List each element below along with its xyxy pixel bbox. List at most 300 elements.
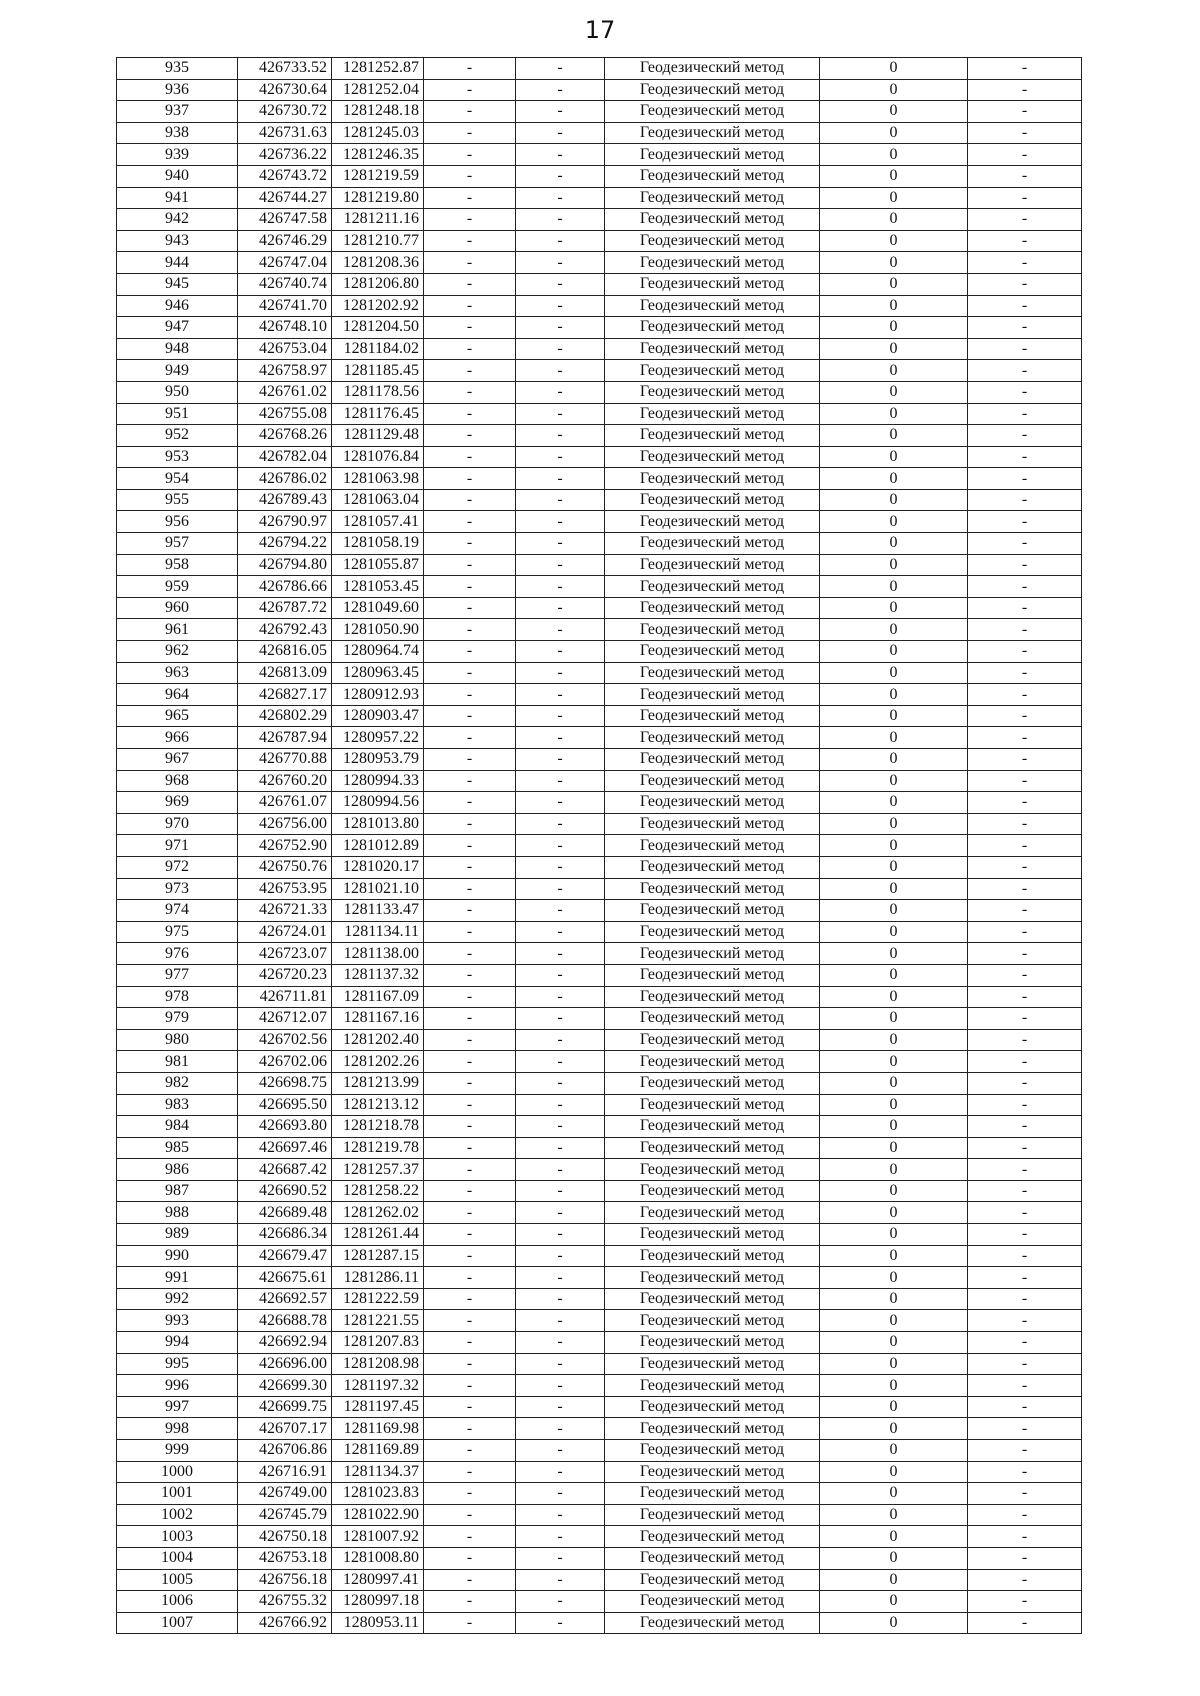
- table-row: [117, 1008, 1082, 1030]
- y-coordinate-cell: 1281169.89: [332, 1440, 424, 1462]
- y-coordinate-cell: 1281057.41: [332, 511, 424, 533]
- table-row: [117, 1072, 1082, 1094]
- point-number-cell: 935: [117, 58, 238, 80]
- method-cell: Геодезический метод: [605, 1396, 820, 1418]
- method-cell: Геодезический метод: [605, 749, 820, 771]
- table-row: [117, 1288, 1082, 1310]
- method-cell: Геодезический метод: [605, 1008, 820, 1030]
- x-coordinate-cell: 426750.18: [238, 1526, 332, 1548]
- point-number-cell: 947: [117, 317, 238, 339]
- point-number-cell: 956: [117, 511, 238, 533]
- empty-value-cell: -: [424, 101, 516, 123]
- x-coordinate-cell: 426786.66: [238, 576, 332, 598]
- x-coordinate-cell: 426782.04: [238, 446, 332, 468]
- y-coordinate-cell: 1281257.37: [332, 1159, 424, 1181]
- point-number-cell: 951: [117, 403, 238, 425]
- empty-value-cell: -: [516, 1353, 605, 1375]
- empty-value-cell: -: [968, 1267, 1082, 1289]
- method-cell: Геодезический метод: [605, 576, 820, 598]
- table-row: [117, 943, 1082, 965]
- empty-value-cell: -: [424, 1008, 516, 1030]
- accuracy-cell: 0: [820, 1267, 968, 1289]
- y-coordinate-cell: 1281207.83: [332, 1332, 424, 1354]
- method-cell: Геодезический метод: [605, 1180, 820, 1202]
- x-coordinate-cell: 426721.33: [238, 900, 332, 922]
- empty-value-cell: -: [516, 533, 605, 555]
- empty-value-cell: -: [516, 144, 605, 166]
- table-row: [117, 1332, 1082, 1354]
- empty-value-cell: -: [424, 1137, 516, 1159]
- empty-value-cell: -: [424, 1116, 516, 1138]
- empty-value-cell: -: [424, 511, 516, 533]
- point-number-cell: 948: [117, 338, 238, 360]
- empty-value-cell: -: [516, 209, 605, 231]
- empty-value-cell: -: [516, 381, 605, 403]
- point-number-cell: 962: [117, 641, 238, 663]
- empty-value-cell: -: [516, 489, 605, 511]
- empty-value-cell: -: [516, 1180, 605, 1202]
- point-number-cell: 938: [117, 122, 238, 144]
- method-cell: Геодезический метод: [605, 1483, 820, 1505]
- table-row: [117, 1461, 1082, 1483]
- y-coordinate-cell: 1281134.11: [332, 921, 424, 943]
- y-coordinate-cell: 1281055.87: [332, 554, 424, 576]
- empty-value-cell: -: [968, 576, 1082, 598]
- y-coordinate-cell: 1281210.77: [332, 230, 424, 252]
- empty-value-cell: -: [424, 1029, 516, 1051]
- table-row: [117, 489, 1082, 511]
- table-row: [117, 1612, 1082, 1634]
- method-cell: Геодезический метод: [605, 533, 820, 555]
- empty-value-cell: -: [968, 921, 1082, 943]
- y-coordinate-cell: 1280963.45: [332, 662, 424, 684]
- empty-value-cell: -: [516, 360, 605, 382]
- empty-value-cell: -: [968, 554, 1082, 576]
- accuracy-cell: 0: [820, 273, 968, 295]
- table-row: [117, 1224, 1082, 1246]
- y-coordinate-cell: 1280994.56: [332, 792, 424, 814]
- empty-value-cell: -: [516, 230, 605, 252]
- point-number-cell: 958: [117, 554, 238, 576]
- empty-value-cell: -: [424, 1483, 516, 1505]
- y-coordinate-cell: 1280997.41: [332, 1569, 424, 1591]
- point-number-cell: 996: [117, 1375, 238, 1397]
- accuracy-cell: 0: [820, 1612, 968, 1634]
- table-row: [117, 1310, 1082, 1332]
- y-coordinate-cell: 1281007.92: [332, 1526, 424, 1548]
- y-coordinate-cell: 1281138.00: [332, 943, 424, 965]
- accuracy-cell: 0: [820, 1094, 968, 1116]
- empty-value-cell: -: [968, 533, 1082, 555]
- y-coordinate-cell: 1281218.78: [332, 1116, 424, 1138]
- point-number-cell: 995: [117, 1353, 238, 1375]
- empty-value-cell: -: [968, 900, 1082, 922]
- table-row: [117, 511, 1082, 533]
- empty-value-cell: -: [968, 273, 1082, 295]
- method-cell: Геодезический метод: [605, 1353, 820, 1375]
- empty-value-cell: -: [424, 900, 516, 922]
- accuracy-cell: 0: [820, 381, 968, 403]
- empty-value-cell: -: [516, 641, 605, 663]
- y-coordinate-cell: 1281219.78: [332, 1137, 424, 1159]
- empty-value-cell: -: [968, 1375, 1082, 1397]
- y-coordinate-cell: 1281252.87: [332, 58, 424, 80]
- accuracy-cell: 0: [820, 79, 968, 101]
- table-row: [117, 1051, 1082, 1073]
- table-row: [117, 317, 1082, 339]
- empty-value-cell: -: [424, 209, 516, 231]
- empty-value-cell: -: [424, 58, 516, 80]
- empty-value-cell: -: [968, 1008, 1082, 1030]
- empty-value-cell: -: [424, 986, 516, 1008]
- point-number-cell: 960: [117, 597, 238, 619]
- point-number-cell: 942: [117, 209, 238, 231]
- empty-value-cell: -: [968, 1461, 1082, 1483]
- point-number-cell: 979: [117, 1008, 238, 1030]
- x-coordinate-cell: 426753.04: [238, 338, 332, 360]
- empty-value-cell: -: [516, 425, 605, 447]
- method-cell: Геодезический метод: [605, 489, 820, 511]
- method-cell: Геодезический метод: [605, 252, 820, 274]
- table-row: [117, 641, 1082, 663]
- method-cell: Геодезический метод: [605, 1612, 820, 1634]
- y-coordinate-cell: 1281258.22: [332, 1180, 424, 1202]
- y-coordinate-cell: 1280957.22: [332, 727, 424, 749]
- point-number-cell: 999: [117, 1440, 238, 1462]
- point-number-cell: 965: [117, 705, 238, 727]
- point-number-cell: 977: [117, 964, 238, 986]
- point-number-cell: 988: [117, 1202, 238, 1224]
- empty-value-cell: -: [516, 943, 605, 965]
- method-cell: Геодезический метод: [605, 813, 820, 835]
- method-cell: Геодезический метод: [605, 187, 820, 209]
- point-number-cell: 943: [117, 230, 238, 252]
- accuracy-cell: 0: [820, 252, 968, 274]
- table-row: [117, 79, 1082, 101]
- x-coordinate-cell: 426697.46: [238, 1137, 332, 1159]
- empty-value-cell: -: [516, 79, 605, 101]
- empty-value-cell: -: [424, 684, 516, 706]
- table-row: [117, 187, 1082, 209]
- point-number-cell: 976: [117, 943, 238, 965]
- x-coordinate-cell: 426711.81: [238, 986, 332, 1008]
- empty-value-cell: -: [516, 1202, 605, 1224]
- empty-value-cell: -: [968, 446, 1082, 468]
- empty-value-cell: -: [424, 1180, 516, 1202]
- y-coordinate-cell: 1280964.74: [332, 641, 424, 663]
- empty-value-cell: -: [424, 360, 516, 382]
- accuracy-cell: 0: [820, 943, 968, 965]
- empty-value-cell: -: [968, 1224, 1082, 1246]
- empty-value-cell: -: [516, 252, 605, 274]
- x-coordinate-cell: 426696.00: [238, 1353, 332, 1375]
- empty-value-cell: -: [516, 403, 605, 425]
- table-row: [117, 403, 1082, 425]
- empty-value-cell: -: [516, 749, 605, 771]
- point-number-cell: 963: [117, 662, 238, 684]
- accuracy-cell: 0: [820, 1569, 968, 1591]
- point-number-cell: 1004: [117, 1547, 238, 1569]
- point-number-cell: 998: [117, 1418, 238, 1440]
- empty-value-cell: -: [424, 425, 516, 447]
- empty-value-cell: -: [424, 1569, 516, 1591]
- point-number-cell: 974: [117, 900, 238, 922]
- accuracy-cell: 0: [820, 1137, 968, 1159]
- table-row: [117, 122, 1082, 144]
- empty-value-cell: -: [968, 597, 1082, 619]
- empty-value-cell: -: [424, 381, 516, 403]
- point-number-cell: 990: [117, 1245, 238, 1267]
- empty-value-cell: -: [968, 1569, 1082, 1591]
- point-number-cell: 1007: [117, 1612, 238, 1634]
- x-coordinate-cell: 426794.80: [238, 554, 332, 576]
- method-cell: Геодезический метод: [605, 705, 820, 727]
- y-coordinate-cell: 1281213.12: [332, 1094, 424, 1116]
- table-row: [117, 446, 1082, 468]
- accuracy-cell: 0: [820, 749, 968, 771]
- accuracy-cell: 0: [820, 1547, 968, 1569]
- empty-value-cell: -: [424, 1526, 516, 1548]
- empty-value-cell: -: [424, 1612, 516, 1634]
- table-row: [117, 597, 1082, 619]
- empty-value-cell: -: [516, 1008, 605, 1030]
- point-number-cell: 967: [117, 749, 238, 771]
- empty-value-cell: -: [516, 1310, 605, 1332]
- empty-value-cell: -: [968, 856, 1082, 878]
- y-coordinate-cell: 1281053.45: [332, 576, 424, 598]
- accuracy-cell: 0: [820, 187, 968, 209]
- accuracy-cell: 0: [820, 792, 968, 814]
- x-coordinate-cell: 426712.07: [238, 1008, 332, 1030]
- empty-value-cell: -: [516, 1396, 605, 1418]
- method-cell: Геодезический метод: [605, 122, 820, 144]
- empty-value-cell: -: [516, 1072, 605, 1094]
- empty-value-cell: -: [424, 1440, 516, 1462]
- empty-value-cell: -: [516, 1116, 605, 1138]
- method-cell: Геодезический метод: [605, 209, 820, 231]
- accuracy-cell: 0: [820, 1526, 968, 1548]
- empty-value-cell: -: [968, 662, 1082, 684]
- empty-value-cell: -: [968, 792, 1082, 814]
- empty-value-cell: -: [968, 511, 1082, 533]
- empty-value-cell: -: [424, 1245, 516, 1267]
- point-number-cell: 991: [117, 1267, 238, 1289]
- accuracy-cell: 0: [820, 554, 968, 576]
- table-row: [117, 986, 1082, 1008]
- table-row: [117, 1504, 1082, 1526]
- accuracy-cell: 0: [820, 1245, 968, 1267]
- table-row: [117, 835, 1082, 857]
- empty-value-cell: -: [516, 338, 605, 360]
- table-row: [117, 101, 1082, 123]
- table-row: [117, 619, 1082, 641]
- empty-value-cell: -: [968, 360, 1082, 382]
- point-number-cell: 945: [117, 273, 238, 295]
- method-cell: Геодезический метод: [605, 1202, 820, 1224]
- y-coordinate-cell: 1280903.47: [332, 705, 424, 727]
- empty-value-cell: -: [424, 1547, 516, 1569]
- empty-value-cell: -: [424, 1461, 516, 1483]
- x-coordinate-cell: 426695.50: [238, 1094, 332, 1116]
- accuracy-cell: 0: [820, 1116, 968, 1138]
- method-cell: Геодезический метод: [605, 1267, 820, 1289]
- x-coordinate-cell: 426753.18: [238, 1547, 332, 1569]
- accuracy-cell: 0: [820, 144, 968, 166]
- method-cell: Геодезический метод: [605, 835, 820, 857]
- table-row: [117, 1159, 1082, 1181]
- accuracy-cell: 0: [820, 1375, 968, 1397]
- empty-value-cell: -: [424, 770, 516, 792]
- empty-value-cell: -: [516, 813, 605, 835]
- empty-value-cell: -: [968, 641, 1082, 663]
- empty-value-cell: -: [516, 878, 605, 900]
- x-coordinate-cell: 426790.97: [238, 511, 332, 533]
- empty-value-cell: -: [968, 381, 1082, 403]
- point-number-cell: 994: [117, 1332, 238, 1354]
- point-number-cell: 978: [117, 986, 238, 1008]
- table-row: [117, 900, 1082, 922]
- accuracy-cell: 0: [820, 964, 968, 986]
- empty-value-cell: -: [516, 446, 605, 468]
- method-cell: Геодезический метод: [605, 727, 820, 749]
- empty-value-cell: -: [968, 705, 1082, 727]
- accuracy-cell: 0: [820, 1396, 968, 1418]
- x-coordinate-cell: 426747.04: [238, 252, 332, 274]
- empty-value-cell: -: [968, 1353, 1082, 1375]
- method-cell: Геодезический метод: [605, 1418, 820, 1440]
- x-coordinate-cell: 426698.75: [238, 1072, 332, 1094]
- table-row: [117, 533, 1082, 555]
- point-number-cell: 986: [117, 1159, 238, 1181]
- x-coordinate-cell: 426755.08: [238, 403, 332, 425]
- x-coordinate-cell: 426792.43: [238, 619, 332, 641]
- point-number-cell: 966: [117, 727, 238, 749]
- table-row: [117, 295, 1082, 317]
- y-coordinate-cell: 1281221.55: [332, 1310, 424, 1332]
- empty-value-cell: -: [968, 209, 1082, 231]
- method-cell: Геодезический метод: [605, 921, 820, 943]
- table-row: [117, 1202, 1082, 1224]
- y-coordinate-cell: 1280912.93: [332, 684, 424, 706]
- method-cell: Геодезический метод: [605, 144, 820, 166]
- empty-value-cell: -: [424, 705, 516, 727]
- empty-value-cell: -: [424, 1267, 516, 1289]
- empty-value-cell: -: [968, 403, 1082, 425]
- x-coordinate-cell: 426802.29: [238, 705, 332, 727]
- y-coordinate-cell: 1281245.03: [332, 122, 424, 144]
- accuracy-cell: 0: [820, 425, 968, 447]
- y-coordinate-cell: 1281049.60: [332, 597, 424, 619]
- empty-value-cell: -: [424, 1353, 516, 1375]
- point-number-cell: 944: [117, 252, 238, 274]
- empty-value-cell: -: [424, 446, 516, 468]
- method-cell: Геодезический метод: [605, 856, 820, 878]
- point-number-cell: 939: [117, 144, 238, 166]
- empty-value-cell: -: [516, 900, 605, 922]
- method-cell: Геодезический метод: [605, 1591, 820, 1613]
- empty-value-cell: -: [968, 1288, 1082, 1310]
- accuracy-cell: 0: [820, 58, 968, 80]
- empty-value-cell: -: [424, 1396, 516, 1418]
- accuracy-cell: 0: [820, 1202, 968, 1224]
- x-coordinate-cell: 426786.02: [238, 468, 332, 490]
- x-coordinate-cell: 426702.06: [238, 1051, 332, 1073]
- x-coordinate-cell: 426688.78: [238, 1310, 332, 1332]
- y-coordinate-cell: 1281246.35: [332, 144, 424, 166]
- x-coordinate-cell: 426675.61: [238, 1267, 332, 1289]
- x-coordinate-cell: 426686.34: [238, 1224, 332, 1246]
- method-cell: Геодезический метод: [605, 511, 820, 533]
- empty-value-cell: -: [424, 1332, 516, 1354]
- accuracy-cell: 0: [820, 122, 968, 144]
- accuracy-cell: 0: [820, 1483, 968, 1505]
- empty-value-cell: -: [424, 317, 516, 339]
- empty-value-cell: -: [516, 1332, 605, 1354]
- x-coordinate-cell: 426743.72: [238, 165, 332, 187]
- method-cell: Геодезический метод: [605, 273, 820, 295]
- empty-value-cell: -: [968, 1310, 1082, 1332]
- empty-value-cell: -: [968, 79, 1082, 101]
- method-cell: Геодезический метод: [605, 230, 820, 252]
- empty-value-cell: -: [516, 1224, 605, 1246]
- y-coordinate-cell: 1281185.45: [332, 360, 424, 382]
- accuracy-cell: 0: [820, 684, 968, 706]
- table-row: [117, 813, 1082, 835]
- empty-value-cell: -: [968, 338, 1082, 360]
- empty-value-cell: -: [516, 770, 605, 792]
- empty-value-cell: -: [424, 813, 516, 835]
- accuracy-cell: 0: [820, 641, 968, 663]
- empty-value-cell: -: [424, 144, 516, 166]
- method-cell: Геодезический метод: [605, 900, 820, 922]
- accuracy-cell: 0: [820, 295, 968, 317]
- y-coordinate-cell: 1281134.37: [332, 1461, 424, 1483]
- method-cell: Геодезический метод: [605, 1072, 820, 1094]
- x-coordinate-cell: 426693.80: [238, 1116, 332, 1138]
- accuracy-cell: 0: [820, 533, 968, 555]
- table-row: [117, 1094, 1082, 1116]
- accuracy-cell: 0: [820, 1180, 968, 1202]
- x-coordinate-cell: 426687.42: [238, 1159, 332, 1181]
- page-number: 17: [584, 16, 616, 44]
- empty-value-cell: -: [516, 597, 605, 619]
- coordinates-table: [116, 57, 1082, 1634]
- y-coordinate-cell: 1280953.79: [332, 749, 424, 771]
- empty-value-cell: -: [968, 1418, 1082, 1440]
- method-cell: Геодезический метод: [605, 1051, 820, 1073]
- table-row: [117, 878, 1082, 900]
- empty-value-cell: -: [516, 1375, 605, 1397]
- empty-value-cell: -: [968, 317, 1082, 339]
- point-number-cell: 952: [117, 425, 238, 447]
- y-coordinate-cell: 1281202.40: [332, 1029, 424, 1051]
- empty-value-cell: -: [424, 641, 516, 663]
- point-number-cell: 1002: [117, 1504, 238, 1526]
- empty-value-cell: -: [968, 58, 1082, 80]
- method-cell: Геодезический метод: [605, 943, 820, 965]
- empty-value-cell: -: [968, 144, 1082, 166]
- x-coordinate-cell: 426679.47: [238, 1245, 332, 1267]
- x-coordinate-cell: 426716.91: [238, 1461, 332, 1483]
- point-number-cell: 971: [117, 835, 238, 857]
- table-row: [117, 554, 1082, 576]
- empty-value-cell: -: [424, 533, 516, 555]
- empty-value-cell: -: [516, 1504, 605, 1526]
- empty-value-cell: -: [516, 1418, 605, 1440]
- empty-value-cell: -: [424, 1288, 516, 1310]
- empty-value-cell: -: [516, 1159, 605, 1181]
- table-row: [117, 165, 1082, 187]
